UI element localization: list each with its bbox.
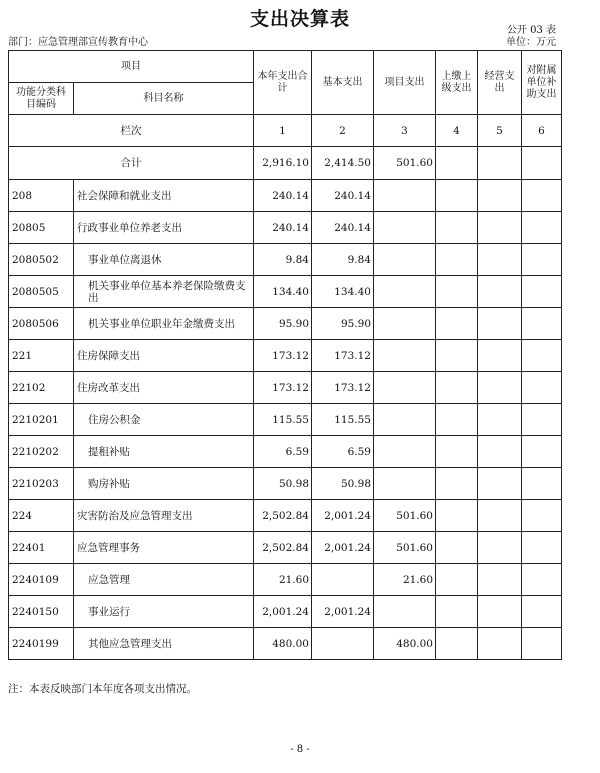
table-row [9, 532, 562, 564]
header-col-upper: 上缴上级支出 [436, 51, 478, 115]
header-col-project: 项目支出 [374, 51, 436, 115]
amount-cell [522, 244, 562, 276]
func-code-cell: 2240150 [9, 596, 74, 628]
table-row [9, 244, 562, 276]
row-index-num: 5 [478, 115, 522, 147]
amount-cell [478, 244, 522, 276]
amount-cell: 95.90 [312, 308, 374, 340]
amount-cell: 9.84 [312, 244, 374, 276]
header-col-total: 本年支出合计 [254, 51, 312, 115]
amount-cell [522, 564, 562, 596]
table-row [9, 468, 562, 500]
amount-cell [436, 180, 478, 212]
total-cell [436, 147, 478, 180]
amount-cell [478, 180, 522, 212]
table-note: 注：本表反映部门本年度各项支出情况。 [8, 683, 197, 695]
total-row [9, 147, 562, 180]
amount-cell [522, 276, 562, 308]
table-row [9, 404, 562, 436]
table-row [9, 340, 562, 372]
func-code-cell: 2080505 [9, 276, 74, 308]
amount-cell [436, 468, 478, 500]
amount-cell: 173.12 [312, 372, 374, 404]
amount-cell [478, 468, 522, 500]
amount-cell: 2,502.84 [254, 532, 312, 564]
amount-cell: 240.14 [312, 212, 374, 244]
amount-cell: 240.14 [254, 212, 312, 244]
amount-cell: 2,001.24 [254, 596, 312, 628]
subject-name-cell: 机关事业单位职业年金缴费支出 [74, 308, 254, 340]
table-row [9, 500, 562, 532]
amount-cell [522, 212, 562, 244]
amount-cell [436, 628, 478, 660]
amount-cell: 6.59 [312, 436, 374, 468]
amount-cell [374, 308, 436, 340]
amount-cell [522, 372, 562, 404]
subject-name-cell: 机关事业单位基本养老保险缴费支出 [74, 276, 254, 308]
row-index-num: 6 [522, 115, 562, 147]
page-number: - 8 - [290, 744, 310, 755]
row-index-num: 3 [374, 115, 436, 147]
amount-cell [436, 340, 478, 372]
subject-name-cell: 提租补贴 [74, 436, 254, 468]
amount-cell: 6.59 [254, 436, 312, 468]
row-index [9, 115, 562, 147]
amount-cell [478, 532, 522, 564]
total-cell: 2,916.10 [254, 147, 312, 180]
page-title: 支出决算表 [249, 8, 350, 30]
func-code-cell: 2080506 [9, 308, 74, 340]
amount-cell [374, 244, 436, 276]
amount-cell [436, 564, 478, 596]
subject-name-cell: 住房保障支出 [74, 340, 254, 372]
public-table-number: 公开 03 表 [506, 25, 556, 36]
amount-cell [478, 276, 522, 308]
func-code-cell: 2210201 [9, 404, 74, 436]
func-code-cell: 22102 [9, 372, 74, 404]
row-index-num: 1 [254, 115, 312, 147]
amount-cell: 2,001.24 [312, 596, 374, 628]
row-index-num: 2 [312, 115, 374, 147]
func-code-cell: 20805 [9, 212, 74, 244]
amount-cell [374, 180, 436, 212]
table-row [9, 436, 562, 468]
amount-cell [478, 212, 522, 244]
table-row [9, 180, 562, 212]
amount-cell [436, 532, 478, 564]
func-code-cell: 22401 [9, 532, 74, 564]
row-index-num: 4 [436, 115, 478, 147]
amount-cell: 240.14 [312, 180, 374, 212]
subject-name-cell: 灾害防治及应急管理支出 [74, 500, 254, 532]
subject-name-cell: 行政事业单位养老支出 [74, 212, 254, 244]
func-code-cell: 221 [9, 340, 74, 372]
amount-cell: 21.60 [374, 564, 436, 596]
amount-cell [478, 340, 522, 372]
amount-cell [374, 468, 436, 500]
amount-cell [478, 308, 522, 340]
total-cell: 501.60 [374, 147, 436, 180]
amount-cell: 2,001.24 [312, 532, 374, 564]
subject-name-cell: 应急管理事务 [74, 532, 254, 564]
func-code-cell: 2080502 [9, 244, 74, 276]
amount-cell: 2,001.24 [312, 500, 374, 532]
amount-cell [312, 564, 374, 596]
amount-cell: 501.60 [374, 532, 436, 564]
func-code-cell: 208 [9, 180, 74, 212]
department-label: 部门：应急管理部宣传教育中心 [8, 37, 148, 48]
amount-cell: 2,502.84 [254, 500, 312, 532]
func-code-cell: 2210203 [9, 468, 74, 500]
amount-cell: 240.14 [254, 180, 312, 212]
amount-cell: 480.00 [374, 628, 436, 660]
subject-name-cell: 其他应急管理支出 [74, 628, 254, 660]
amount-cell [478, 436, 522, 468]
header-col-basic: 基本支出 [312, 51, 374, 115]
total-cell: 2,414.50 [312, 147, 374, 180]
amount-cell: 115.55 [312, 404, 374, 436]
amount-cell [374, 212, 436, 244]
amount-cell: 21.60 [254, 564, 312, 596]
amount-cell: 173.12 [254, 372, 312, 404]
amount-cell [436, 276, 478, 308]
table-row [9, 212, 562, 244]
subject-name-cell: 购房补贴 [74, 468, 254, 500]
subject-name-cell: 事业单位离退休 [74, 244, 254, 276]
total-cell [522, 147, 562, 180]
table-row [9, 628, 562, 660]
amount-cell [522, 436, 562, 468]
amount-cell [374, 436, 436, 468]
unit-label: 单位：万元 [506, 37, 556, 48]
amount-cell: 134.40 [312, 276, 374, 308]
amount-cell [478, 628, 522, 660]
header-col-subsidy: 对附属单位补助支出 [522, 51, 562, 115]
amount-cell [436, 500, 478, 532]
amount-cell [436, 436, 478, 468]
table-row [9, 596, 562, 628]
amount-cell [478, 596, 522, 628]
amount-cell: 173.12 [312, 340, 374, 372]
amount-cell [436, 372, 478, 404]
func-code-cell: 2210202 [9, 436, 74, 468]
amount-cell [522, 500, 562, 532]
subject-name-cell: 住房改革支出 [74, 372, 254, 404]
amount-cell [436, 404, 478, 436]
table-row [9, 564, 562, 596]
amount-cell [522, 628, 562, 660]
amount-cell: 50.98 [312, 468, 374, 500]
amount-cell [312, 628, 374, 660]
header-col-operating: 经营支出 [478, 51, 522, 115]
amount-cell [478, 404, 522, 436]
amount-cell: 115.55 [254, 404, 312, 436]
subject-name-cell: 住房公积金 [74, 404, 254, 436]
amount-cell [374, 372, 436, 404]
amount-cell: 173.12 [254, 340, 312, 372]
total-label: 合计 [9, 147, 254, 180]
header-row-1 [9, 51, 562, 83]
subject-name-cell: 社会保障和就业支出 [74, 180, 254, 212]
amount-cell [436, 308, 478, 340]
amount-cell [436, 596, 478, 628]
amount-cell [522, 468, 562, 500]
amount-cell [522, 308, 562, 340]
amount-cell [374, 340, 436, 372]
amount-cell [374, 404, 436, 436]
header-subject-name: 科目名称 [74, 83, 254, 115]
total-cell [478, 147, 522, 180]
subject-name-cell: 事业运行 [74, 596, 254, 628]
amount-cell [436, 244, 478, 276]
amount-cell [522, 596, 562, 628]
amount-cell [478, 500, 522, 532]
table-row [9, 276, 562, 308]
amount-cell [522, 532, 562, 564]
func-code-cell: 224 [9, 500, 74, 532]
amount-cell [374, 276, 436, 308]
header-item: 项目 [9, 51, 254, 83]
expenditure-table [8, 50, 562, 660]
amount-cell [374, 596, 436, 628]
amount-cell [478, 564, 522, 596]
func-code-cell: 2240199 [9, 628, 74, 660]
subject-name-cell: 应急管理 [74, 564, 254, 596]
amount-cell [478, 372, 522, 404]
amount-cell: 50.98 [254, 468, 312, 500]
amount-cell: 9.84 [254, 244, 312, 276]
amount-cell: 480.00 [254, 628, 312, 660]
amount-cell: 95.90 [254, 308, 312, 340]
amount-cell [522, 340, 562, 372]
amount-cell [522, 404, 562, 436]
table-row [9, 308, 562, 340]
func-code-cell: 2240109 [9, 564, 74, 596]
amount-cell [522, 180, 562, 212]
row-index-label: 栏次 [9, 115, 254, 147]
header-func-code: 功能分类科目编码 [9, 83, 74, 115]
amount-cell [436, 212, 478, 244]
amount-cell: 501.60 [374, 500, 436, 532]
amount-cell: 134.40 [254, 276, 312, 308]
table-row [9, 372, 562, 404]
